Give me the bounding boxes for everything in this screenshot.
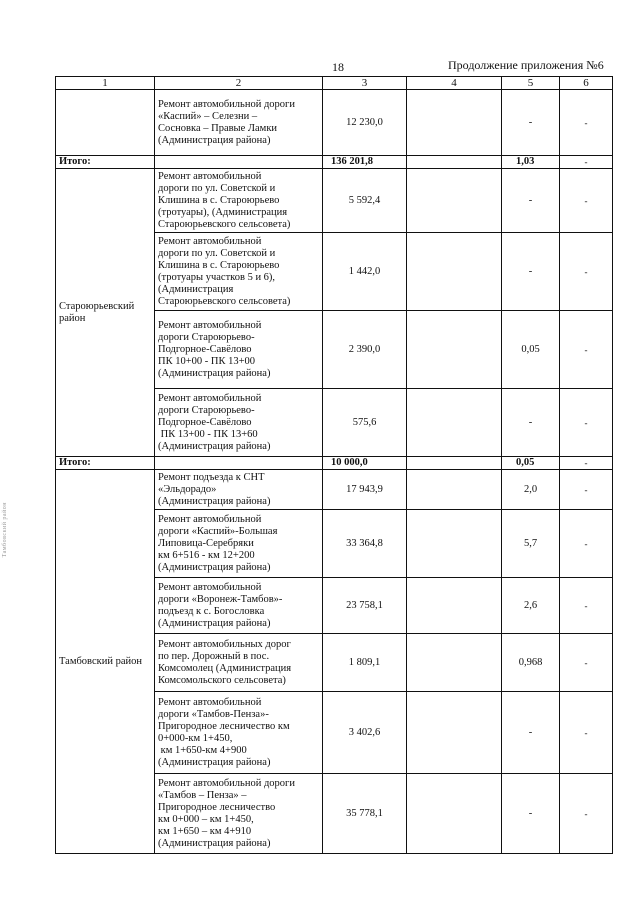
table-row [56, 470, 613, 510]
district-cell: Тамбовский район [56, 470, 155, 854]
description-line: Подгорное-Савёлово [158, 416, 252, 428]
col6-cell: - [560, 389, 613, 457]
amount-cell: 1 809,1 [323, 634, 407, 692]
col4-cell [407, 510, 502, 578]
col5-cell: 5,7 [502, 510, 560, 578]
description-line: дороги «Каспий»-Большая [158, 525, 278, 537]
description-line: Ремонт автомобильных дорог [158, 638, 291, 650]
col4-cell [407, 692, 502, 774]
amount-cell: 17 943,9 [323, 470, 407, 510]
district-cell: Староюрьевский район [56, 169, 155, 457]
description-line: дороги «Воронеж-Тамбов»- [158, 593, 283, 605]
col6-cell: - [560, 169, 613, 233]
description-cell [155, 692, 323, 774]
column-header: 2 [155, 77, 323, 90]
col4-cell [407, 470, 502, 510]
description-line: Ремонт автомобильной [158, 696, 262, 708]
col6-cell: - [560, 311, 613, 389]
col5-cell: - [502, 233, 560, 311]
col4-cell [407, 233, 502, 311]
description-cell [155, 470, 323, 510]
col6-cell: - [560, 156, 613, 169]
description-line: дороги Староюрьево- [158, 331, 255, 343]
table-body [56, 90, 613, 854]
description-cell [155, 90, 323, 156]
description-line: Сосновка – Правые Ламки [158, 122, 278, 134]
col5-cell: 0,968 [502, 634, 560, 692]
column-header: 3 [323, 77, 407, 90]
total-row [56, 156, 613, 169]
column-header: 4 [407, 77, 502, 90]
total-amount: 10 000,0 [323, 457, 407, 470]
col6-cell: - [560, 692, 613, 774]
description-line: Комсомольского сельсовета) [158, 674, 286, 686]
description-line: (Администрация района) [158, 837, 271, 849]
description-line: (тротуары участков 5 и 6), [158, 271, 276, 283]
description-cell [155, 389, 323, 457]
description-line: Ремонт автомобильной [158, 170, 262, 182]
description-line: (Администрация района) [158, 367, 271, 379]
description-line: Клишина в с. Староюрьево [158, 194, 280, 206]
description-line: дороги по ул. Советской и [158, 182, 276, 194]
amount-cell: 12 230,0 [323, 90, 407, 156]
empty-cell [155, 156, 323, 169]
description-line: Ремонт подъезда к СНТ [158, 471, 265, 483]
description-cell [155, 169, 323, 233]
description-line: подъезд к с. Богословка [158, 605, 265, 617]
table-header-row [56, 77, 613, 90]
description-line: Комсомолец (Администрация [158, 662, 292, 674]
description-line: км 6+516 - км 12+200 [158, 549, 255, 561]
col5-cell: - [502, 389, 560, 457]
amount-cell: 35 778,1 [323, 774, 407, 854]
description-line: дороги «Тамбов-Пенза»- [158, 708, 269, 720]
col6-cell: - [560, 578, 613, 634]
description-cell [155, 233, 323, 311]
description-line: «Эльдорадо» [158, 483, 217, 495]
col4-cell [407, 169, 502, 233]
description-line: Пригородное лесничество [158, 801, 276, 813]
column-header: 6 [560, 77, 613, 90]
amount-cell: 2 390,0 [323, 311, 407, 389]
description-line: Липовица-Серебряки [158, 537, 254, 549]
col4-cell [407, 774, 502, 854]
col4-cell [407, 311, 502, 389]
description-line: по пер. Дорожный в пос. [158, 650, 270, 662]
description-line: (Администрация района) [158, 134, 271, 146]
table-row [56, 90, 613, 156]
description-line: ПК 10+00 - ПК 13+00 [158, 355, 256, 367]
description-line: Ремонт автомобильной [158, 392, 262, 404]
description-cell [155, 774, 323, 854]
amount-cell: 23 758,1 [323, 578, 407, 634]
col6-cell: - [560, 774, 613, 854]
description-line: Ремонт автомобильной [158, 319, 262, 331]
description-line: Староюрьевского сельсовета) [158, 295, 291, 307]
col5-cell: - [502, 90, 560, 156]
col5-cell: - [502, 692, 560, 774]
col4-cell [407, 90, 502, 156]
table-row [56, 169, 613, 233]
description-line: км 1+650 – км 4+910 [158, 825, 252, 837]
col5-cell: 1,03 [502, 156, 560, 169]
continuation-heading: Продолжение приложения №6 [448, 58, 604, 72]
description-line: (Администрация [158, 283, 234, 295]
description-line: (Администрация района) [158, 440, 271, 452]
col6-cell: - [560, 90, 613, 156]
col5-cell: 0,05 [502, 457, 560, 470]
amount-cell: 575,6 [323, 389, 407, 457]
description-cell [155, 578, 323, 634]
col4-cell [407, 578, 502, 634]
description-line: 0+000-км 1+450, [158, 732, 233, 744]
description-line: дороги Староюрьево- [158, 404, 255, 416]
description-line: Подгорное-Савёлово [158, 343, 252, 355]
description-line: «Тамбов – Пенза» – [158, 789, 247, 801]
column-header: 1 [56, 77, 155, 90]
description-cell [155, 510, 323, 578]
description-line: (Администрация района) [158, 561, 271, 573]
empty-cell [155, 457, 323, 470]
col5-cell: 2,0 [502, 470, 560, 510]
col5-cell: 2,6 [502, 578, 560, 634]
amount-cell: 5 592,4 [323, 169, 407, 233]
description-line: «Каспий» – Селезни – [158, 110, 258, 122]
amount-cell: 3 402,6 [323, 692, 407, 774]
description-line: (Администрация района) [158, 617, 271, 629]
col6-cell: - [560, 634, 613, 692]
description-line: Клишина в с. Староюрьево [158, 259, 280, 271]
description-line: Ремонт автомобильной [158, 581, 262, 593]
description-line: Ремонт автомобильной [158, 513, 262, 525]
col4-cell [407, 156, 502, 169]
total-row [56, 457, 613, 470]
appendix-table [55, 76, 613, 854]
col5-cell: - [502, 169, 560, 233]
description-line: км 1+650-км 4+900 [158, 744, 247, 756]
description-line: Ремонт автомобильной дороги [158, 98, 295, 110]
col6-cell: - [560, 457, 613, 470]
amount-cell: 33 364,8 [323, 510, 407, 578]
description-line: (Администрация района) [158, 756, 271, 768]
description-line: Пригородное лесничество км [158, 720, 290, 732]
total-amount: 136 201,8 [323, 156, 407, 169]
col5-cell: - [502, 774, 560, 854]
col6-cell: - [560, 233, 613, 311]
description-line: Староюрьевского сельсовета) [158, 218, 291, 230]
district-cell [56, 90, 155, 156]
description-line: (Администрация района) [158, 495, 271, 507]
description-cell [155, 311, 323, 389]
description-line: Ремонт автомобильной [158, 235, 262, 247]
col4-cell [407, 389, 502, 457]
page-number: 18 [332, 60, 344, 74]
total-label: Итого: [56, 156, 155, 169]
description-line: дороги по ул. Советской и [158, 247, 276, 259]
description-line: Ремонт автомобильной дороги [158, 777, 295, 789]
side-margin-mark: Тамбовский район [2, 502, 8, 558]
total-label: Итого: [56, 457, 155, 470]
col6-cell: - [560, 510, 613, 578]
description-line: (тротуары), (Администрация [158, 206, 288, 218]
amount-cell: 1 442,0 [323, 233, 407, 311]
col6-cell: - [560, 470, 613, 510]
col4-cell [407, 457, 502, 470]
col4-cell [407, 634, 502, 692]
column-header: 5 [502, 77, 560, 90]
col5-cell: 0,05 [502, 311, 560, 389]
description-line: км 0+000 – км 1+450, [158, 813, 254, 825]
description-cell [155, 634, 323, 692]
description-line: ПК 13+00 - ПК 13+60 [158, 428, 258, 440]
